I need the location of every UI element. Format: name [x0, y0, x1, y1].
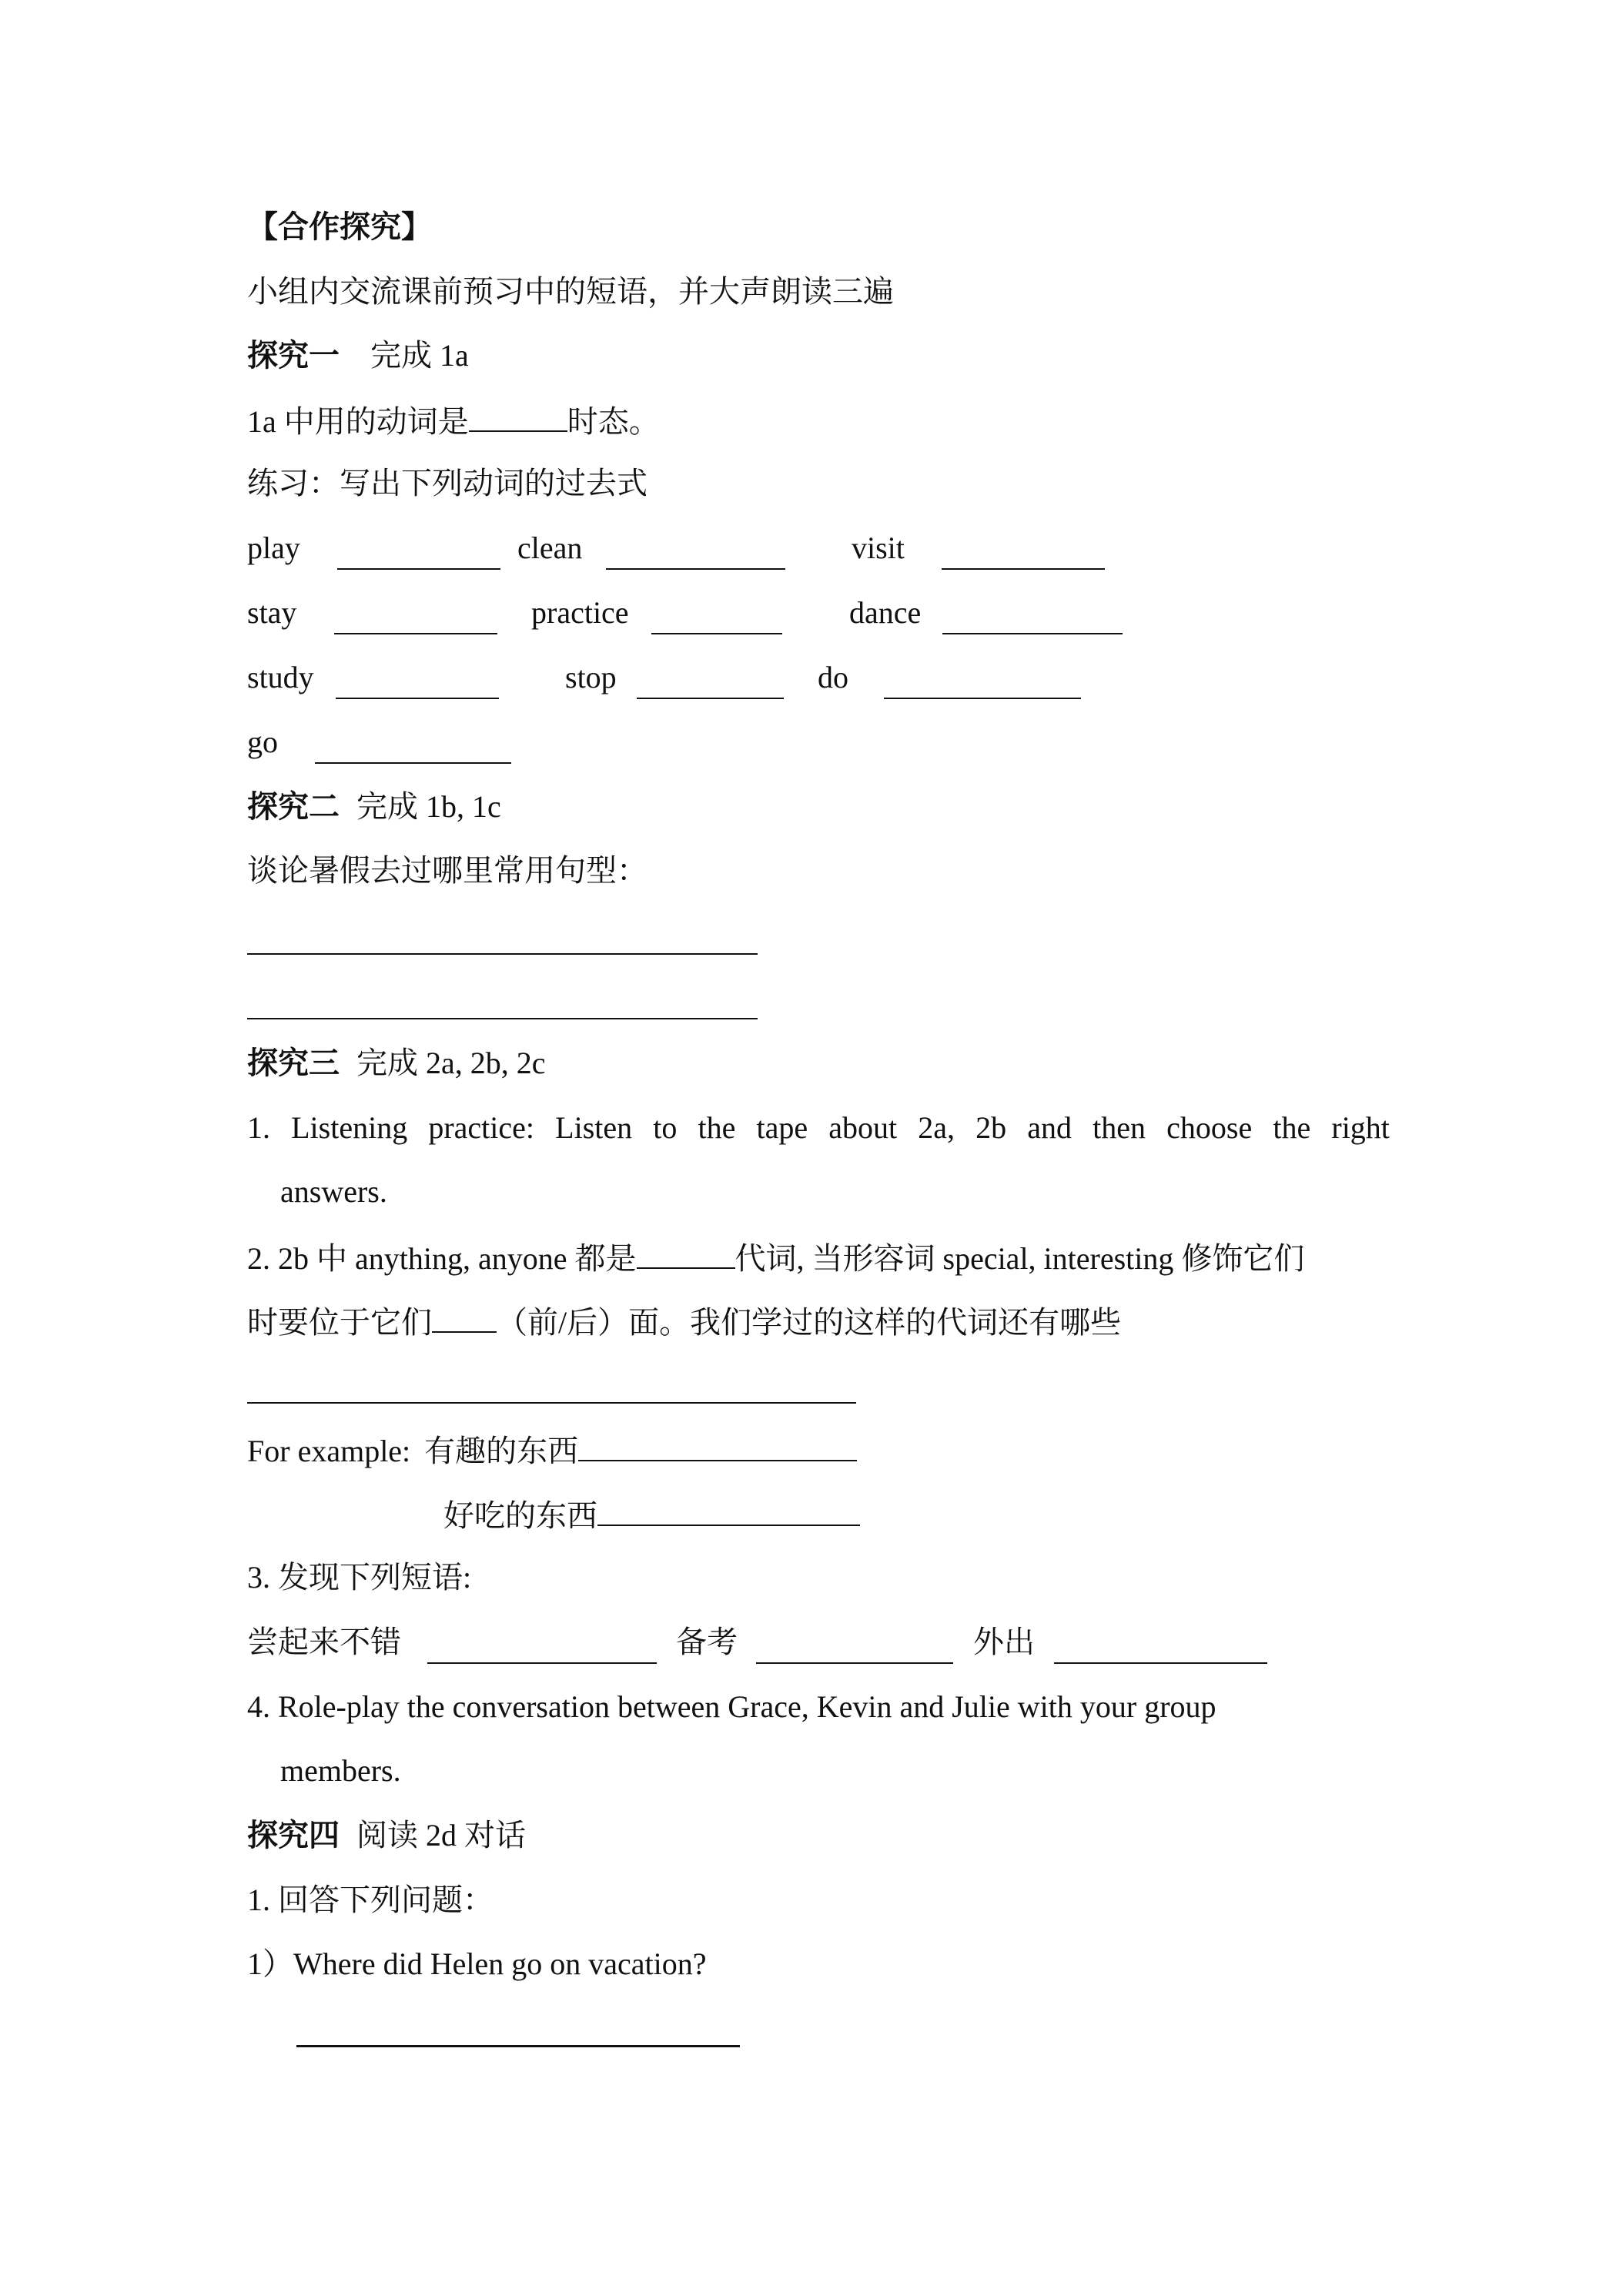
part1-question — [247, 401, 660, 440]
phrase-go-out-blank[interactable] — [1054, 1662, 1267, 1664]
verb-clean: clean — [517, 530, 583, 565]
verb-play-blank[interactable] — [337, 568, 500, 570]
item1-word: Listen — [555, 1110, 633, 1145]
item1-word: then — [1093, 1110, 1146, 1145]
item1-word: Listening — [291, 1110, 408, 1145]
sentence-pattern-blank-1[interactable] — [247, 953, 758, 955]
part3-item1-cont: answers. — [280, 1174, 387, 1209]
part1-question-suffix: 时态。 — [567, 404, 660, 439]
verb-do-blank[interactable] — [884, 698, 1081, 699]
item2-text-b: 代词, 当形容词 special, interesting 修饰它们 — [735, 1241, 1305, 1276]
position-blank[interactable] — [432, 1302, 497, 1333]
verb-stay-blank[interactable] — [334, 633, 497, 634]
example-2-blank[interactable] — [597, 1495, 860, 1526]
part1-task: 完成 1a — [370, 338, 469, 373]
verb-study: study — [247, 660, 314, 694]
item2-text-d: （前/后）面。我们学过的这样的代词还有哪些 — [497, 1305, 1122, 1340]
part3-heading: 探究三 — [247, 1046, 340, 1080]
section-title: 【合作探究】 — [247, 209, 432, 244]
phrase-go-out: 外出 — [973, 1625, 1035, 1659]
example-line-1 — [247, 1431, 857, 1470]
verb-do: do — [818, 660, 848, 694]
verb-study-blank[interactable] — [336, 698, 499, 699]
item2-text-c: 时要位于它们 — [247, 1305, 432, 1340]
item1-word: tape — [756, 1110, 808, 1145]
intro-text: 小组内交流课前预习中的短语，并大声朗读三遍 — [247, 274, 894, 309]
verb-visit-blank[interactable] — [942, 568, 1105, 570]
verb-dance-blank[interactable] — [942, 633, 1123, 634]
verb-play: play — [247, 530, 300, 565]
part3-item2-cont — [247, 1302, 1121, 1341]
part3-item2 — [247, 1238, 1304, 1277]
item1-word: to — [653, 1110, 678, 1145]
verb-practice-blank[interactable] — [651, 633, 782, 634]
phrase-taste-good: 尝起来不错 — [247, 1625, 401, 1659]
verb-visit: visit — [852, 530, 905, 565]
part3-task: 完成 2a, 2b, 2c — [356, 1046, 546, 1080]
part4-heading-line — [247, 1817, 526, 1854]
part4-task: 阅读 2d 对话 — [356, 1818, 526, 1853]
item1-word: and — [1027, 1110, 1073, 1145]
item1-word: practice: — [428, 1110, 535, 1145]
item2-text-a: 2. 2b 中 anything, anyone 都是 — [247, 1241, 637, 1276]
item1-word: 1. — [247, 1110, 270, 1145]
verb-practice: practice — [531, 595, 629, 630]
part3-item4-cont: members. — [280, 1753, 401, 1788]
part2-task: 完成 1b, 1c — [356, 789, 501, 824]
part4-question-1: 1）Where did Helen go on vacation? — [247, 1946, 707, 1981]
verb-stop-blank[interactable] — [637, 698, 784, 699]
item1-word: 2b — [975, 1110, 1007, 1145]
part2-heading: 探究二 — [247, 789, 340, 824]
pronoun-list-blank[interactable] — [247, 1402, 856, 1404]
example-label: For example: — [247, 1434, 411, 1468]
verb-stay: stay — [247, 595, 297, 630]
part3-item3: 3. 发现下列短语: — [247, 1560, 472, 1595]
verb-go: go — [247, 725, 278, 759]
item1-word: right — [1331, 1110, 1390, 1145]
example-1: 有趣的东西 — [424, 1434, 579, 1468]
verb-stop: stop — [565, 660, 617, 694]
part2-heading-line — [247, 788, 501, 825]
part2-prompt: 谈论暑假去过哪里常用句型： — [247, 853, 648, 888]
item1-word: about — [828, 1110, 898, 1145]
verb-dance: dance — [849, 595, 922, 630]
phrase-taste-good-blank[interactable] — [427, 1662, 657, 1664]
verb-clean-blank[interactable] — [606, 568, 785, 570]
item1-word: the — [1273, 1110, 1311, 1145]
verb-go-blank[interactable] — [315, 762, 511, 764]
part4-heading: 探究四 — [247, 1818, 340, 1853]
item1-word: choose — [1166, 1110, 1253, 1145]
pronoun-type-blank[interactable] — [637, 1238, 735, 1269]
practice-instruction: 练习：写出下列动词的过去式 — [247, 466, 648, 500]
example-line-2 — [443, 1495, 860, 1535]
part1-heading-line — [247, 337, 469, 374]
example-1-blank[interactable] — [578, 1431, 857, 1461]
tense-blank[interactable] — [469, 401, 567, 432]
part3-item4: 4. Role-play the conversation between Grace, Kevin and Julie with your group — [247, 1689, 1216, 1724]
part1-question-prefix: 1a 中用的动词是 — [247, 404, 469, 439]
part4-item1: 1. 回答下列问题： — [247, 1883, 494, 1917]
sentence-pattern-blank-2[interactable] — [247, 1018, 758, 1019]
phrase-exam-prep: 备考 — [676, 1625, 738, 1659]
part3-heading-line — [247, 1045, 546, 1082]
answer-blank-1[interactable] — [296, 2045, 740, 2047]
part1-heading: 探究一 — [247, 338, 340, 373]
item1-word: 2a, — [918, 1110, 955, 1145]
example-2: 好吃的东西 — [443, 1498, 597, 1533]
phrase-exam-prep-blank[interactable] — [756, 1662, 953, 1664]
part3-item1 — [247, 1110, 1390, 1146]
item1-word: the — [698, 1110, 736, 1145]
